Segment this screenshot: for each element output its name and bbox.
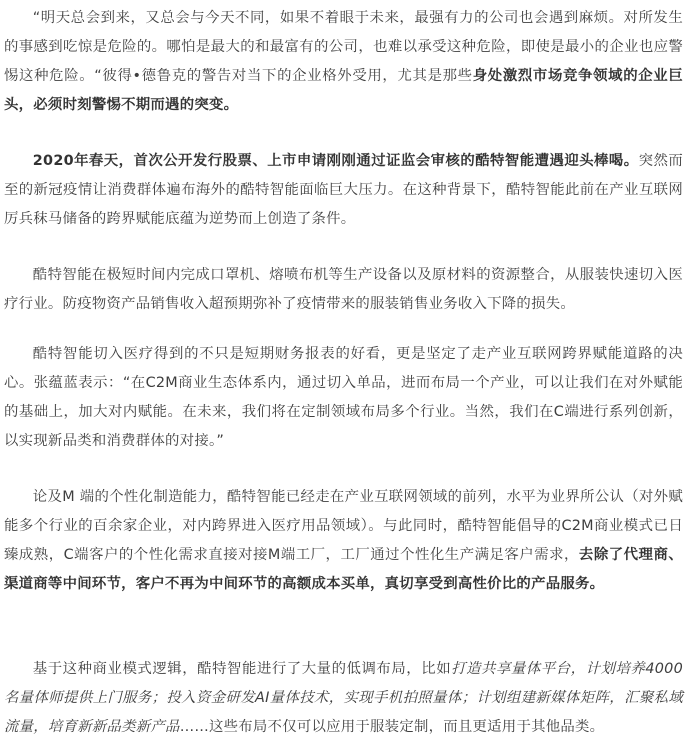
paragraph-medical-pivot <box>4 261 683 319</box>
paragraph-spring-2020 <box>4 147 683 234</box>
paragraph-business-layout <box>4 655 683 742</box>
paragraph-m-end-capability <box>4 483 683 599</box>
paragraph-text: 论及M 端的个性化制造能力，酷特智能已经走在产业互联网领域的前列，水平为业界所公认（对外赋能多个行业的百余家企业，对内跨界进入医疗用品领域）。与此同时，酷特智能倡导的C2M商业模式已日臻成熟，C端客户的个性化需求直接对接M端工厂，工厂通过个性化生产满足客户需求， <box>4 489 683 563</box>
bold-highlight: 去除了代理商、渠道商等中间环节，客户不再为中间环节的高额成本买单，真切享受到高性价比的产品服务。 <box>4 547 683 592</box>
paragraph-text: 酷特智能切入医疗得到的不只是短期财务报表的好看，更是坚定了走产业互联网跨界赋能道路的决心。张蕴蓝表示：“在C2M商业生态体系内，通过切入单品，进而布局一个产业，可以让我们在对外赋能的基础上，加大对内赋能。在未来，我们将在定制领域布局多个行业。当然，我们在C端进行系列创新，以实现新品类和消费群体的对接。” <box>4 346 683 449</box>
bold-highlight: 2020年春天，首次公开发行股票、上市申请刚刚通过证监会审核的酷特智能遭遇迎头棒喝。 <box>32 153 639 169</box>
paragraph-text: 基于这种商业模式逻辑，酷特智能进行了大量的低调布局，比如 <box>32 661 452 677</box>
italic-highlight: 打造共享量体平台，计划培养4000名量体师提供上门服务；投入资金研发AI量体技术，实现手机拍照量体；计划组建新媒体矩阵，汇聚私域流量，培育新新品类新产品 <box>4 661 683 735</box>
paragraph-text: “明天总会到来，又总会与今天不同，如果不着眼于未来，最强有力的公司也会遇到麻烦。对所发生的事感到吃惊是危险的。哪怕是最大的和最富有的公司，也难以承受这种危险，即使是最小的企业也应警惕这种危险。“彼得•德鲁克的警告对当下的企业格外受用，尤其是那些 <box>4 10 683 84</box>
paragraph-text: ……这些布局不仅可以应用于服装定制，而且更适用于其他品类。 <box>179 719 605 735</box>
paragraph-text: 酷特智能在极短时间内完成口罩机、熔喷布机等生产设备以及原材料的资源整合，从服装快速切入医疗行业。防疫物资产品销售收入超预期弥补了疫情带来的服装销售业务收入下降的损失。 <box>4 267 683 312</box>
paragraph-drucker-quote <box>4 4 683 120</box>
paragraph-text: 突然而至的新冠疫情让消费群体遍布海外的酷特智能面临巨大压力。在这种背景下，酷特智能此前在产业互联网厉兵秣马储备的跨界赋能底蕴为逆势而上创造了条件。 <box>4 153 683 227</box>
bold-highlight: 身处激烈市场竞争领域的企业巨头，必须时刻警惕不期而遇的突变。 <box>4 68 683 113</box>
paragraph-c2m-quote <box>4 340 683 456</box>
